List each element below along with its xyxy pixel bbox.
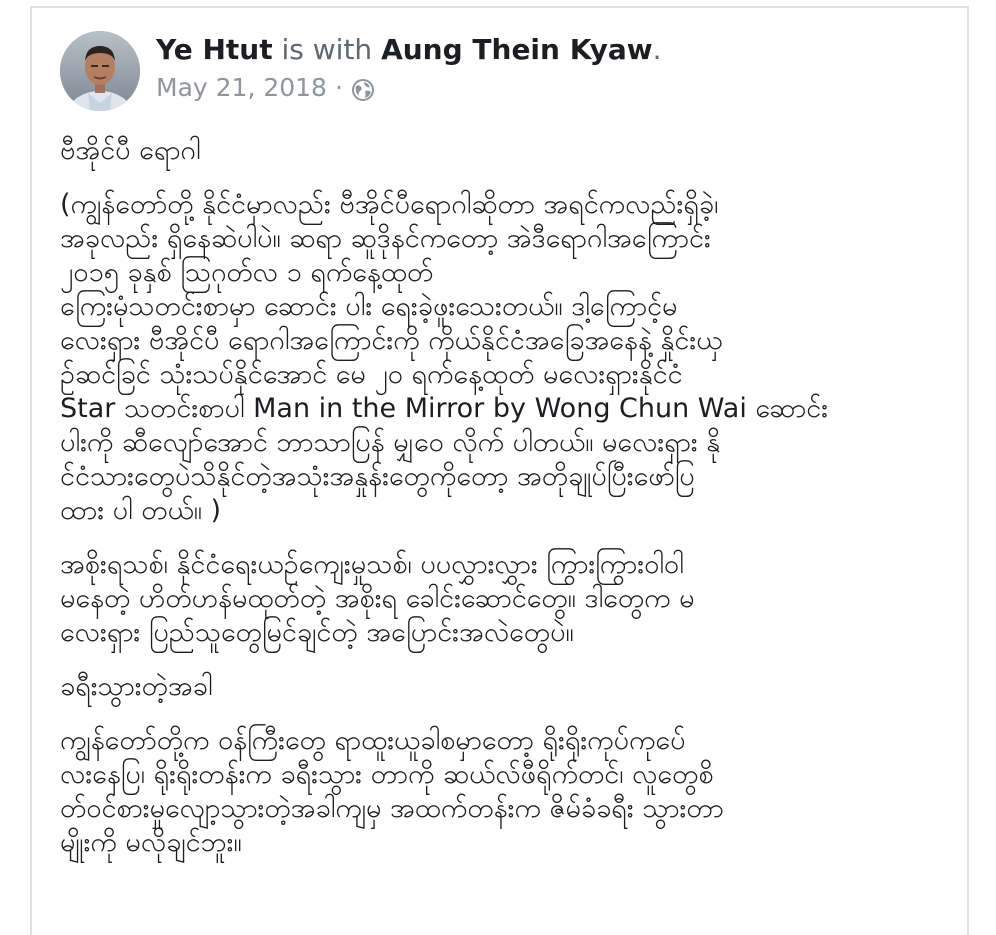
meta-separator: · <box>334 73 343 102</box>
author-name[interactable]: Ye Htut <box>156 33 273 66</box>
post-intro-paragraph: (ကျွန်တော်တို့ နိုင်ငံမှာလည်း ဗီအိုင်ပီရောဂါဆိုတာ အရင်ကလည်းရှိခဲ့၊ အခုလည်း ရှိနေဆဲပါပဲ။ ဆရာ ဆူဒိုနင်ကတော့ အဲဒီရောဂါအကြောင်း ၂၀၁၅ ခုနှစ် ဩဂုတ်လ ၁ ရက်နေ့ထုတ် ကြေးမုံသတင်းစာမှာ ဆောင်း ပါး ရေးခဲ့ဖူးသေးတယ်။ ဒါ့ကြောင့်မ လေးရှား ဗီအိုင်ပီ ရောဂါအကြောင်းကို ကိုယ်နိုင်ငံအခြေအနေနဲ့ နှိုင်းယှ ဉ်ဆင်ခြင် သုံးသပ်နိုင်အောင် မေ ၂၀ ရက်နေ့ထုတ် မလေးရှားနိုင်ငံ Star သတင်းစာပါ Man in the Mirror by Wong Chun Wai ဆောင်း ပါးကို ဆီလျော်အောင် ဘာသာပြန် မျှဝေ လိုက် ပါတယ်။ မလေးရှား နို င်ငံသားတွေပဲသိနိုင်တဲ့အသုံးအနှုန်းတွေကိုတော့ အတိုချုပ်ပြီးဖော်ပြ ထား ပါ တယ်။ ) <box>60 189 829 526</box>
post-meta <box>156 70 956 106</box>
post-body <box>60 134 940 880</box>
post-paragraph-3: ကျွန်တော်တို့က ဝန်ကြီးတွေ ရာထူးယူခါစမှာတော့ ရိုးရိုးကုပ်ကုပ်ေ လးနေပြ၊ ရိုးရိုးတန်းက ခရီးသွား တာကို ဆယ်လ်ဖီရိုက်တင်၊ လူတွေစိ တ်ဝင်စားမှုလျော့သွားတဲ့အခါကျမှ အထက်တန်းက ဇိမ်ခံခရီး သွားတာ မျိုးကို မလိုချင်ဘူး။ <box>60 725 724 858</box>
post-paragraph-2: အစိုးရသစ်၊ နိုင်ငံရေးယဉ်ကျေးမှုသစ်၊ ပပလွှားလွှား ကြွားကြွားဝါဝါ မနေတဲ့ ဟိတ်ဟန်မထုတ်တဲ့ အစိုးရ ခေါင်းဆောင်တွေ။ ဒါတွေက မ လေးရှား ပြည်သူတွေမြင်ချင်တဲ့ အပြောင်းအလဲတွေပဲ။ <box>60 549 695 648</box>
globe-icon[interactable] <box>351 76 375 100</box>
with-text: is with <box>272 33 382 66</box>
post-header-line <box>156 30 956 70</box>
tagged-person[interactable]: Aung Thein Kyaw <box>381 33 653 66</box>
tagged-suffix: . <box>652 33 662 66</box>
post-header <box>156 30 956 106</box>
post-subheading: ခရီးသွားတဲ့အခါ <box>60 671 213 702</box>
post-title: ဗီအိုင်ပီ ရောဂါ <box>60 135 201 166</box>
avatar-photo <box>60 31 140 111</box>
post-date[interactable]: May 21, 2018 <box>156 73 327 102</box>
avatar[interactable] <box>60 31 140 111</box>
